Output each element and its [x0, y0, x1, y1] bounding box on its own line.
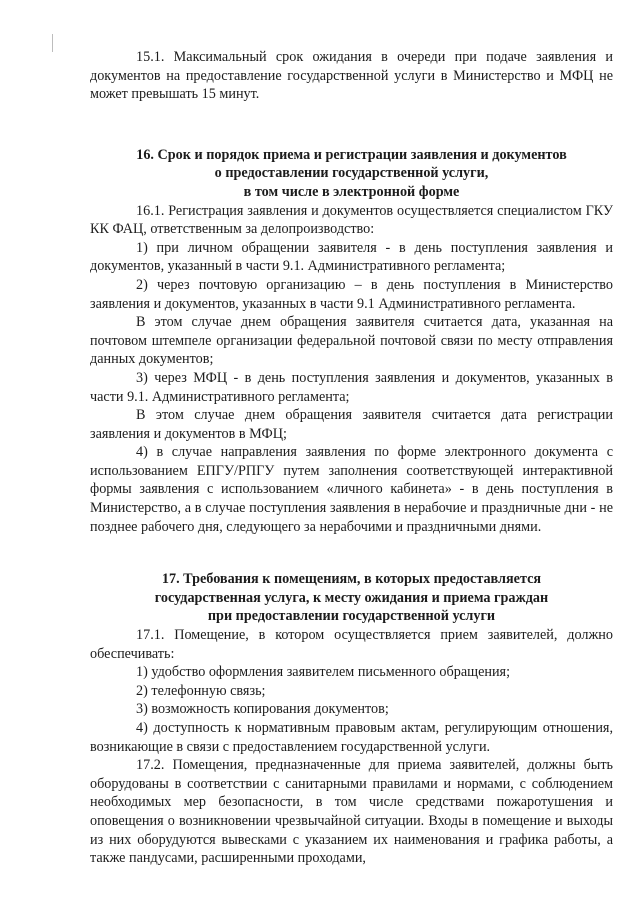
list-item: 3) возможность копирования документов;: [136, 701, 389, 718]
list-item: 4) в случае направления заявления по форме электронного документа с использованием ЕПГУ/РПГУ путем заполнения соответствующей интерактивной формы заявления с использованием «личного кабинета» - в день поступления в Министерство, а в случае поступления заявления в нерабочие и праздничные дни - не позднее рабочего дня, следующего за нерабочими и праздничными днями.: [90, 444, 613, 535]
list-item: 3) через МФЦ - в день поступления заявления и документов, указанных в части 9.1. Административного регламента;: [90, 369, 613, 405]
paragraph-17-1: 17.1. Помещение, в котором осуществляется прием заявителей, должно обеспечивать:: [90, 627, 613, 662]
paragraph-17-2: 17.2. Помещения, предназначенные для приема заявителей, должны быть оборудованы в соответствии с санитарными правилами и нормами, с соблюдением необходимых мер безопасности, в том числе средствами пожаротушения и оповещения о возникновении чрезвычайной ситуации. Входы в помещение и выходы из них оборудуются вывесками с указанием их наименования и графика работы, а также пандусами, расширенными проходами,: [90, 757, 613, 867]
section-16-heading: [90, 146, 613, 202]
section-17-heading-line: государственная услуга, к месту ожидания и приема граждан: [154, 589, 549, 606]
paragraph-15-1: 15.1. Максимальный срок ожидания в очереди при подаче заявления и документов на предоставление государственной услуги в Министерство и МФЦ не может превышать 15 минут.: [90, 49, 613, 103]
document-body: [90, 48, 613, 868]
paragraph: В этом случае днем обращения заявителя считается дата регистрации заявления и документов в МФЦ;: [90, 407, 613, 442]
list-item: 2) телефонную связь;: [136, 682, 266, 699]
scan-mark: [52, 34, 53, 52]
paragraph: В этом случае днем обращения заявителя считается дата, указанная на почтовом штемпеле организации федеральной почтовой связи по месту отправления данных документов;: [90, 314, 613, 368]
spacer: [90, 536, 613, 570]
section-16-body: [90, 202, 613, 537]
section-17-heading-line: 17. Требования к помещениям, в которых предоставляется: [161, 571, 542, 588]
list-item: 1) удобство оформления заявителем письменного обращения;: [136, 664, 511, 681]
paragraph-16-1: 16.1. Регистрация заявления и документов осуществляется специалистом ГКУ КК ФАЦ, ответственным за делопроизводство:: [90, 202, 613, 238]
section-16-heading-line: в том числе в электронной форме: [243, 183, 460, 200]
list-item: 4) доступность к нормативным правовым актам, регулирующим отношения, возникающие в связи с предоставлением государственной услуги.: [90, 720, 613, 755]
list-item: 2) через почтовую организацию – в день поступления в Министерство заявления и документов, указанных в части 9.1 Административного регламента.: [90, 276, 613, 312]
spacer: [90, 104, 613, 146]
section-16-heading-line: о предоставлении государственной услуги,: [214, 165, 489, 182]
section-16-heading-line: 16. Срок и порядок приема и регистрации заявления и документов: [136, 146, 567, 163]
section-17-heading: [90, 570, 613, 626]
section-17-heading-line: при предоставлении государственной услуги: [207, 608, 496, 625]
list-item: 1) при личном обращении заявителя - в день поступления заявления и документов, указанный в части 9.1. Административного регламента;: [90, 239, 613, 275]
section-17-body: [90, 626, 613, 868]
